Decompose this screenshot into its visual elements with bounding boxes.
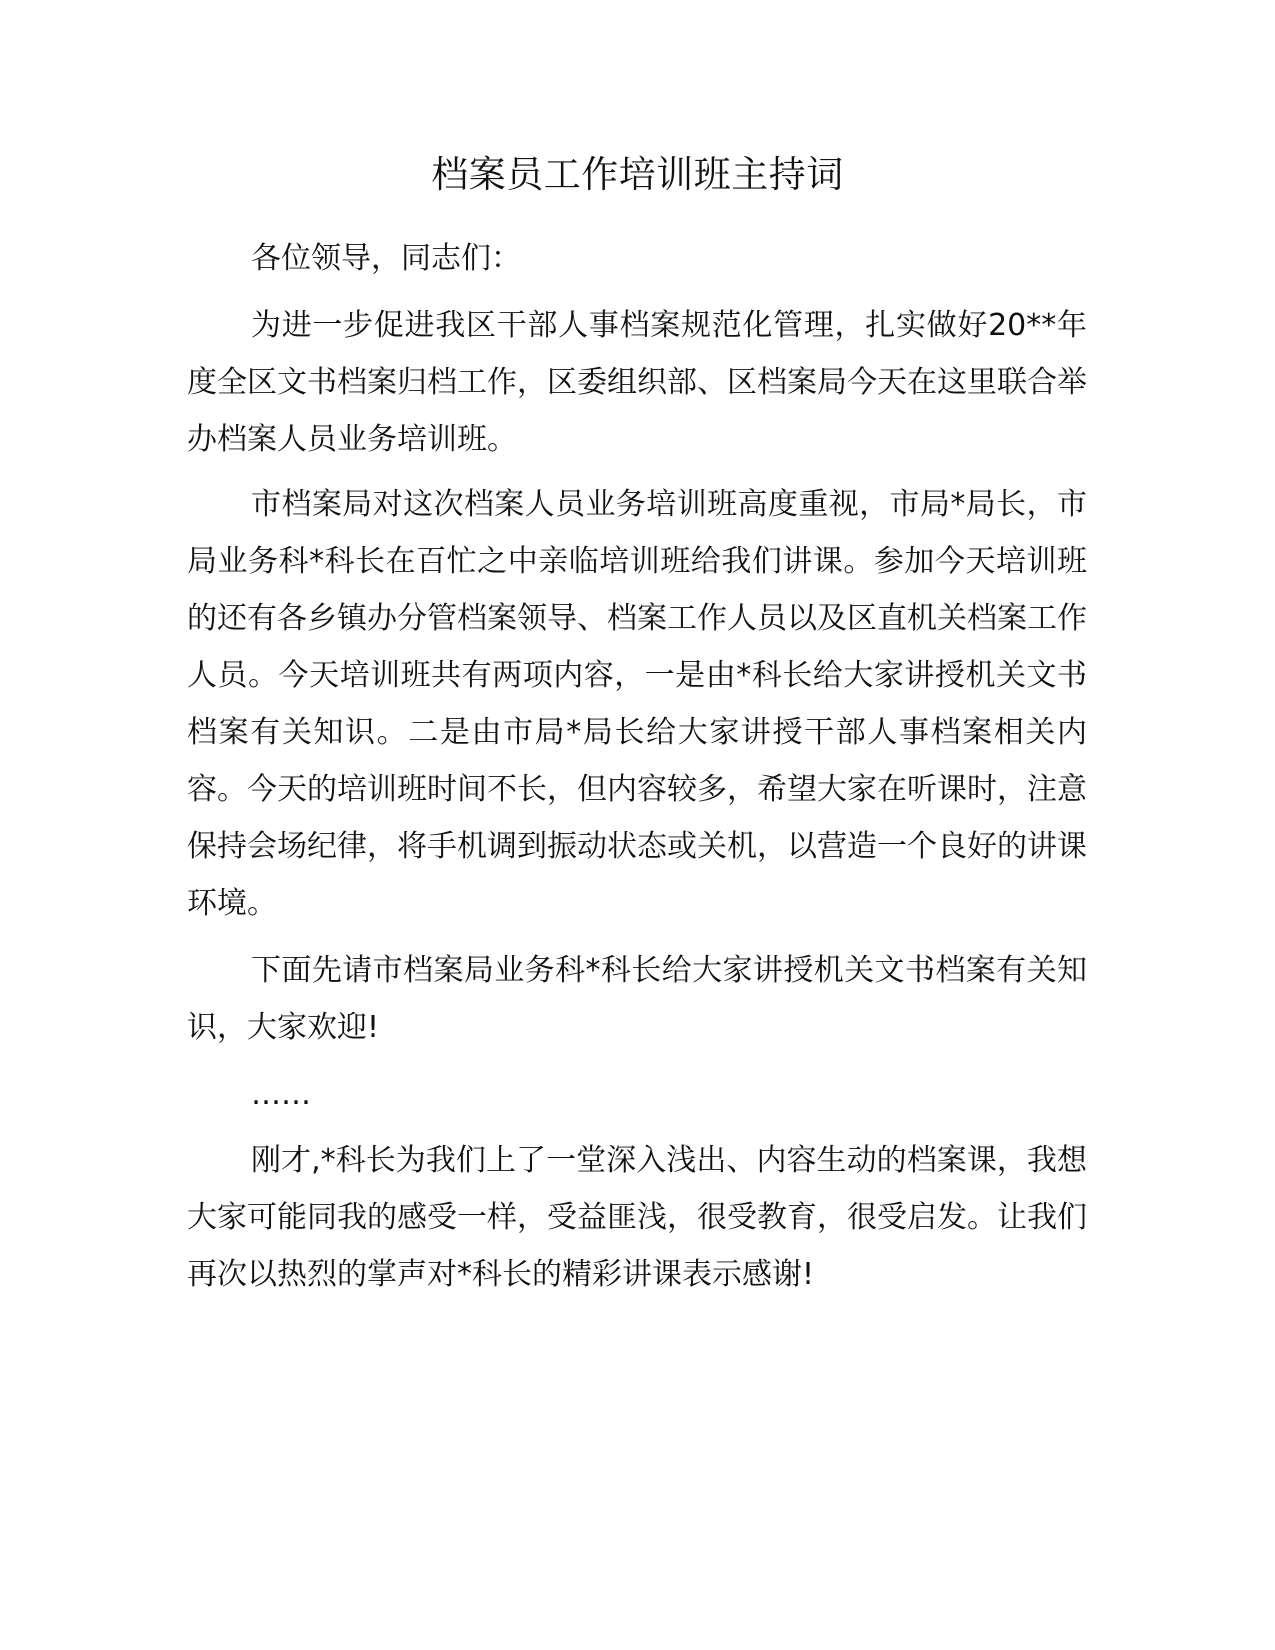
ellipsis: …… — [251, 1077, 311, 1112]
paragraph-invitation: 下面先请市档案局业务科*科长给大家讲授机关文书档案有关知识，大家欢迎! — [187, 953, 1087, 1045]
document-title: 档案员工作培训班主持词 — [431, 153, 844, 196]
paragraph-thanks: 刚才,*科长为我们上了一堂深入浅出、内容生动的档案课，我想大家可能同我的感受一样，受益匪浅，很受教育，很受启发。让我们再次以热烈的掌声对*科长的精彩讲课表示感谢! — [187, 1143, 1087, 1292]
greeting: 各位领导，同志们： — [251, 241, 521, 276]
document-body — [187, 230, 1087, 1303]
paragraph-intro: 为进一步促进我区干部人事档案规范化管理，扎实做好20**年度全区文书档案归档工作，区委组织部、区档案局今天在这里联合举办档案人员业务培训班。 — [187, 308, 1087, 457]
paragraph-attendance: 市档案局对这次档案人员业务培训班高度重视，市局*局长，市局业务科*科长在百忙之中亲临培训班给我们讲课。参加今天培训班的还有各乡镇办分管档案领导、档案工作人员以及区直机关档案工作人员。今天培训班共有两项内容，一是由*科长给大家讲授机关文书档案有关知识。二是由市局*局长给大家讲授干部人事档案相关内容。今天的培训班时间不长，但内容较多，希望大家在听课时，注意保持会场纪律，将手机调到振动状态或关机，以营造一个良好的讲课环境。 — [187, 487, 1087, 921]
